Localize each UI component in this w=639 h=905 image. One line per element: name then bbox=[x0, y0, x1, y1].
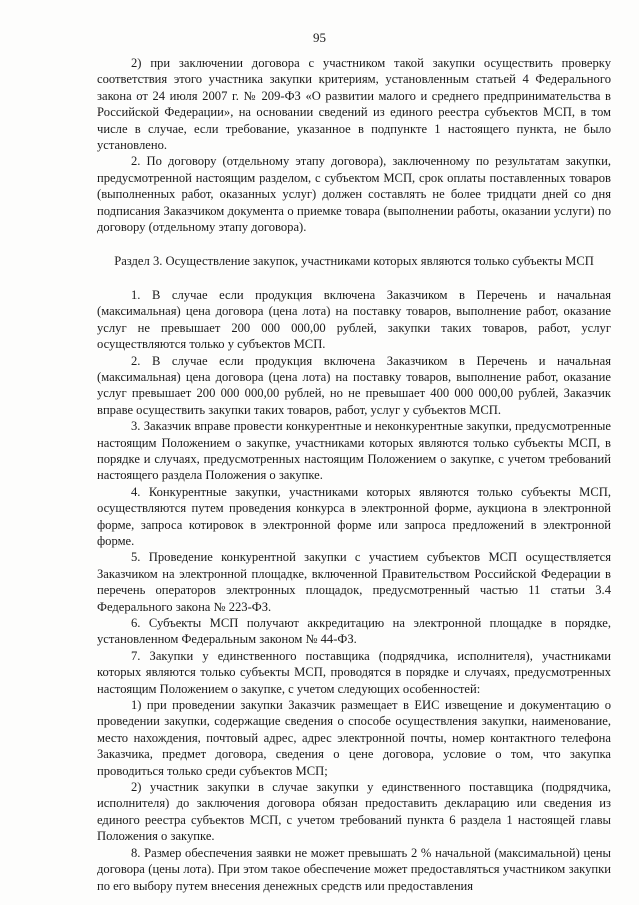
section-heading: Раздел 3. Осуществление закупок, участниками которых являются только субъекты МСП bbox=[114, 254, 594, 269]
paragraph-item-7-sub-1: 1) при проведении закупки Заказчик размещает в ЕИС извещение и документацию о проведении закупки, содержащие сведения о способе осуществления закупки, наименование, место нахождения, почтовый адрес, адрес электронной почты, номер контактного телефона Заказчика, предмет договора, сведения о цене договора, условие о том, что закупка проводиться только среди субъектов МСП; bbox=[97, 698, 611, 778]
page-number: 95 bbox=[313, 30, 326, 45]
paragraph-item-6: 6. Субъекты МСП получают аккредитацию на электронной площадке в порядке, установленном Федеральным законом № 44-ФЗ. bbox=[97, 616, 611, 647]
paragraph-item-3: 3. Заказчик вправе провести конкурентные и неконкурентные закупки, предусмотренные настоящим Положением о закупке, участниками которых являются только субъекты МСП, в порядке и случаях, предусмотренных настоящим Положением о закупке, с учетом требований настоящего раздела Положения о закупке. bbox=[97, 419, 611, 483]
paragraph-subitem-2: 2) при заключении договора с участником такой закупки осуществить проверку соответствия этого участника закупки критериям, установленным статьей 4 Федерального закона от 24 июля 2007 г. № 209-ФЗ «О развитии малого и среднего предпринимательства в Российской Федерации», на основании сведений из единого реестра субъектов МСП, в том числе в случае, если требование, указанное в подпункте 1 настоящего пункта, не было установлено. bbox=[97, 56, 611, 153]
paragraph-item-8: 8. Размер обеспечения заявки не может превышать 2 % начальной (максимальной) цены договора (цены лота). При этом такое обеспечение может предоставляться участником закупки по его выбору путем внесения денежных средств или предоставления bbox=[97, 845, 611, 893]
paragraph-item-2: 2. В случае если продукция включена Заказчиком в Перечень и начальная (максимальная) цена договора (цена лота) на поставку товаров, выполнение работ, оказание услуг превышает 200 000 000,00 рублей, но не превышает 400 000 000,00 рублей, Заказчик вправе осуществить закупки таких товаров, работ, услуг у субъектов МСП. bbox=[97, 353, 611, 417]
paragraph-item-7: 7. Закупки у единственного поставщика (подрядчика, исполнителя), участниками которых являются только субъекты МСП, проводятся в порядке и случаях, предусмотренных настоящим Положением о закупке, с учетом следующих особенностей: bbox=[97, 648, 611, 696]
paragraph-item-2-payment-term: 2. По договору (отдельному этапу договора), заключенному по результатам закупки, предусмотренной настоящим разделом, с субъектом МСП, срок оплаты поставленных товаров (выполненных работ, оказанных услуг) должен составлять не более тридцати дней со дня подписания Заказчиком документа о приемке товара (выполнении работы, оказании услуги) по договору (отдельному этапу договора). bbox=[97, 154, 611, 235]
paragraph-item-4: 4. Конкурентные закупки, участниками которых являются только субъекты МСП, осуществляются путем проведения конкурса в электронной форме, аукциона в электронной форме, запроса котировок в электронной форме или запроса предложений в электронной форме. bbox=[97, 484, 611, 548]
paragraph-item-7-sub-2: 2) участник закупки в случае закупки у единственного поставщика (подрядчика, исполнителя) до заключения договора обязан предоставить декларацию или сведения из единого реестра субъектов МСП, с учетом требований пункта 6 раздела 1 настоящей главы Положения о закупке. bbox=[97, 780, 611, 844]
paragraph-item-5: 5. Проведение конкурентной закупки с участием субъектов МСП осуществляется Заказчиком на электронной площадке, включенной Правительством Российской Федерации в перечень операторов электронных площадок, предусмотренный частью 11 статьи 3.4 Федерального закона № 223-ФЗ. bbox=[97, 550, 611, 614]
document-body bbox=[97, 55, 611, 894]
paragraph-item-1: 1. В случае если продукция включена Заказчиком в Перечень и начальная (максимальная) цена договора (цена лота) на поставку товаров, выполнение работ, оказание услуг не превышает 200 000 000,00 рублей, закупки таких товаров, работ, услуг осуществляются только у субъектов МСП. bbox=[97, 287, 611, 352]
